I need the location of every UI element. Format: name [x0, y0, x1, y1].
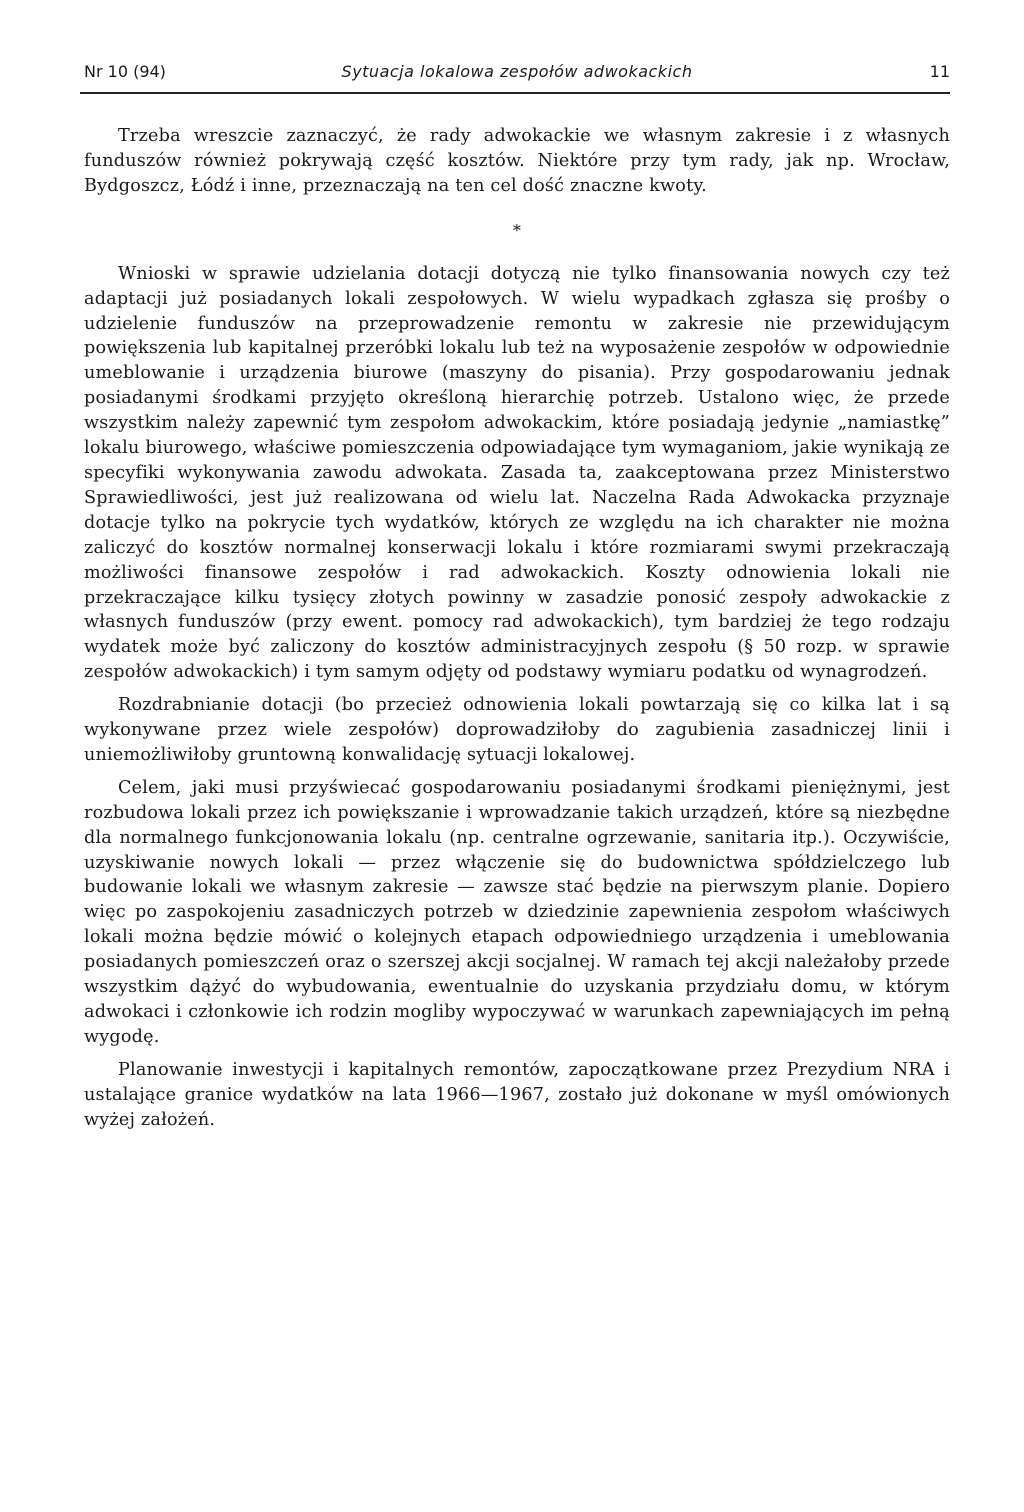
- running-header: [84, 60, 950, 90]
- page-number: 11: [929, 62, 950, 81]
- header-rule: [80, 92, 950, 94]
- issue-number: Nr 10 (94): [84, 62, 166, 81]
- paragraph-3: Rozdrabnianie dotacji (bo przecież odnowienia lokali powtarzają się co kilka lat i są wykonywane przez wiele zespołów) doprowadziłoby do zagubienia zasadniczej linii i uniemożliwiłoby gruntowną konwalidację sytuacji lokalowej.: [84, 695, 950, 765]
- paragraph-1: Trzeba wreszcie zaznaczyć, że rady adwokackie we własnym zakresie i z własnych funduszów również pokrywają część kosztów. Niektóre przy tym rady, jak np. Wrocław, Bydgoszcz, Łódź i inne, przeznaczają na ten cel dość znaczne kwoty.: [84, 126, 950, 196]
- paragraph-2: Wnioski w sprawie udzielania dotacji dotyczą nie tylko finansowania nowych czy też adaptacji już posiadanych lokali zespołowych. W wielu wypadkach zgłasza się prośby o udzielenie funduszów na przeprowadzenie remontu w zakresie nie przewidującym powiększenia lub kapitalnej przeróbki lokalu lub też na wyposażenie zespołów w odpowiednie umeblowanie i urządzenia biurowe (maszyny do pisania). Przy gospodarowaniu jednak posiadanymi środkami przyjęto określoną hierarchię potrzeb. Ustalono więc, że przede wszystkim należy zapewnić tym zespołom adwokackim, które posiadają jedynie „namiastkę” lokalu biurowego, właściwe pomieszczenia odpowiadające tym wymaganiom, jakie wynikają ze specyfiki wykonywania zawodu adwokata. Zasada ta, zaakceptowana przez Ministerstwo Sprawiedliwości, jest już realizowana od wielu lat. Naczelna Rada Adwokacka przyznaje dotacje tylko na pokrycie tych wydatków, których ze względu na ich charakter nie można zaliczyć do kosztów normalnej konserwacji lokalu i które rozmiarami swymi przekraczają możliwości finansowe zespołów i rad adwokackich. Koszty odnowienia lokali nie przekraczające kilku tysięcy złotych powinny w zasadzie ponosić zespoły adwokackie z własnych funduszów (przy ewent. pomocy rad adwokackich), tym bardziej że tego rodzaju wydatek może być zaliczony do kosztów administracyjnych zespołu (§ 50 rozp. w sprawie zespołów adwokackich) i tym samym odjęty od podstawy wymiaru podatku od wynagrodzeń.: [84, 263, 950, 683]
- paragraph-5: Planowanie inwestycji i kapitalnych remontów, zapoczątkowane przez Prezydium NRA i ustalające granice wydatków na lata 1966—1967, zostało już dokonane w myśl omówionych wyżej założeń.: [84, 1059, 950, 1130]
- section-separator: *: [512, 220, 522, 240]
- running-title: Sytuacja lokalowa zespołów adwokackich: [341, 62, 693, 81]
- paragraph-4: Celem, jaki musi przyświecać gospodarowaniu posiadanymi środkami pieniężnymi, jest rozbudowa lokali przez ich powiększanie i wprowadzanie takich urządzeń, które są niezbędne dla normalnego funkcjonowania lokalu (np. centralne ogrzewanie, sanitaria itp.). Oczywiście, uzyskiwanie nowych lokali — przez włączenie się do budownictwa spółdzielczego lub budowanie lokali we własnym zakresie — zawsze stać będzie na pierwszym planie. Dopiero więc po zaspokojeniu zasadniczych potrzeb w dziedzinie zapewnienia zespołom właściwych lokali można będzie mówić o kolejnych etapach odpowiedniego urządzenia i umeblowania posiadanych pomieszczeń oraz o szerszej akcji socjalnej. W ramach tej akcji należałoby przede wszystkim dążyć do wybudowania, ewentualnie do uzyskania przydziału domu, w którym adwokaci i członkowie ich rodzin mogliby wypoczywać w warunkach zapewniających im pełną wygodę.: [84, 777, 950, 1047]
- article-body: [84, 124, 950, 1133]
